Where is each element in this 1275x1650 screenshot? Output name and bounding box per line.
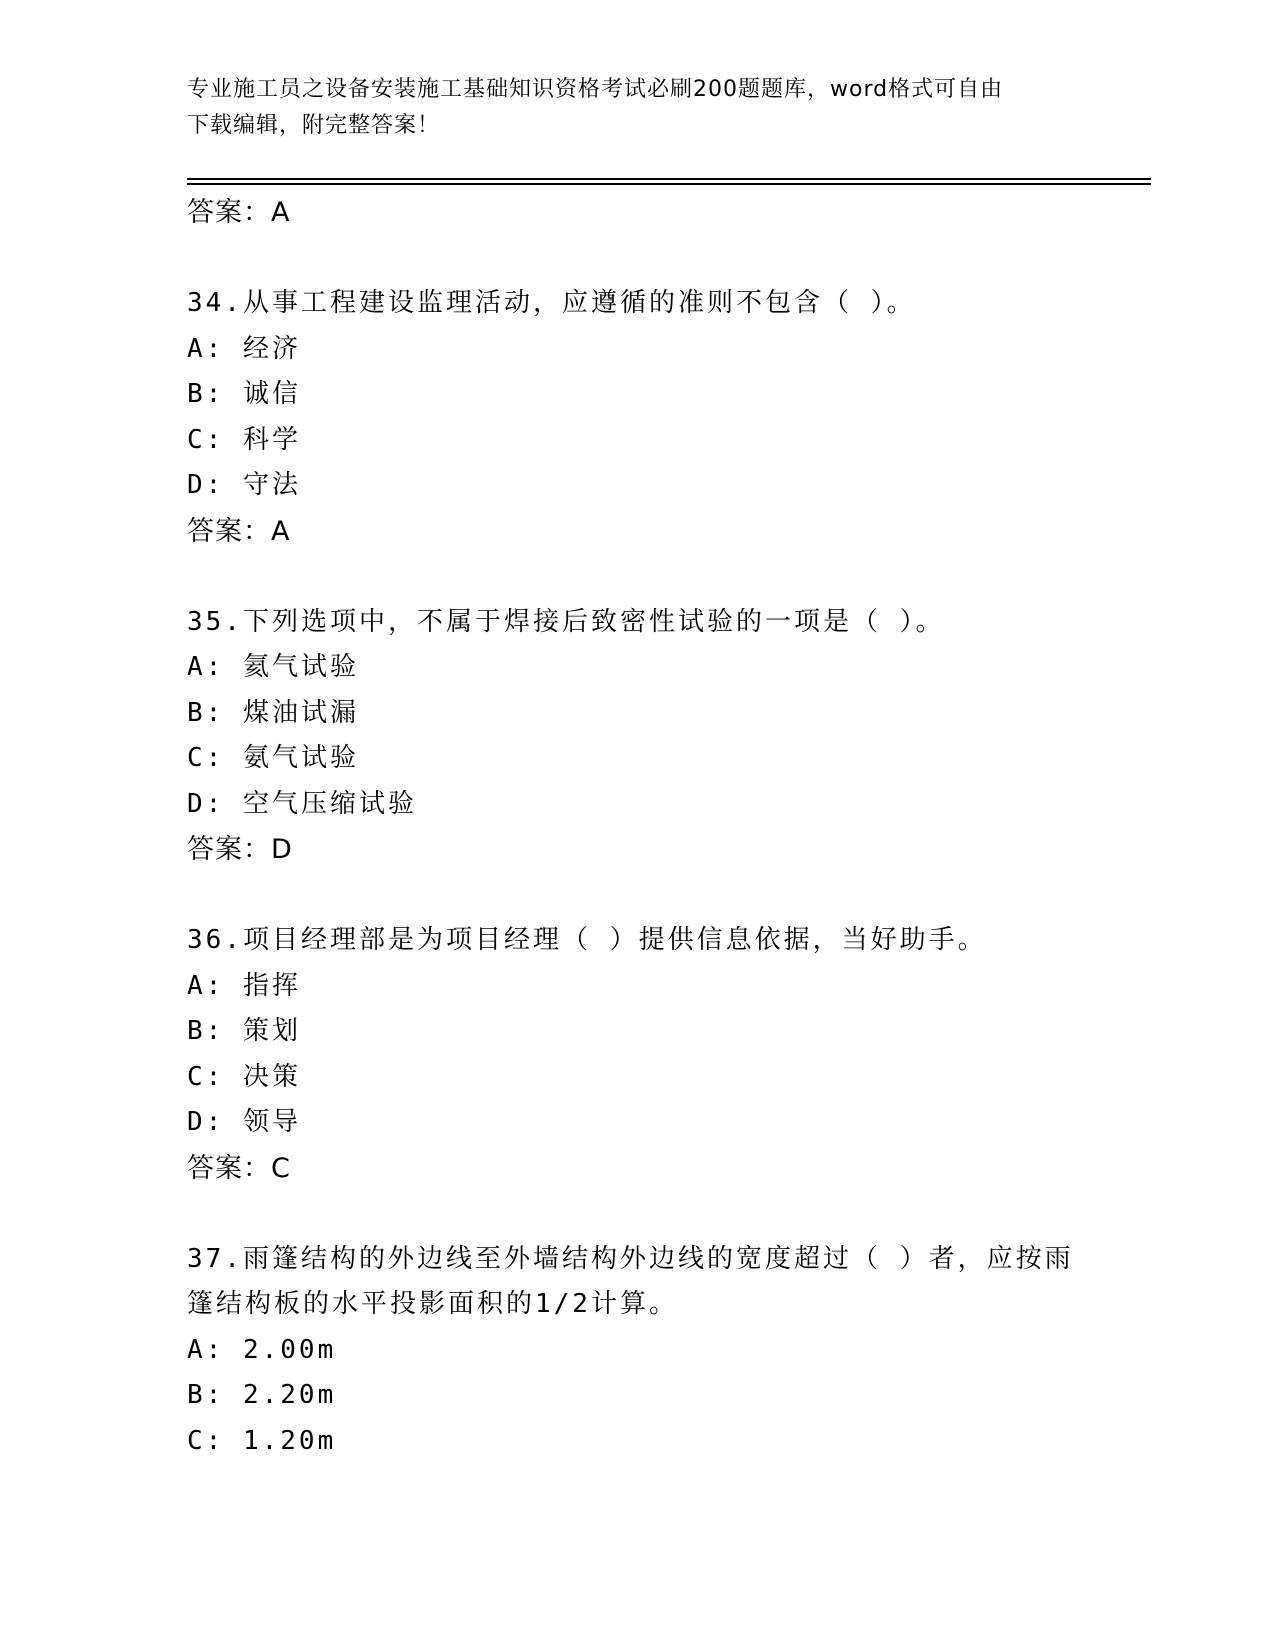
question-34-option-b: B: 诚信 bbox=[187, 379, 301, 409]
header-line-1: 专业施工员之设备安装施工基础知识资格考试必刷200题题库，word格式可自由 bbox=[187, 77, 1004, 102]
question-35-option-a: A: 氦气试验 bbox=[187, 652, 359, 682]
question-36-option-d: D: 领导 bbox=[187, 1107, 301, 1137]
question-list bbox=[187, 190, 1107, 1464]
question-35-option-b: B: 煤油试漏 bbox=[187, 697, 359, 728]
question-37-text-line-1: 37.雨篷结构的外边线至外墙结构外边线的宽度超过（ ）者，应按雨 bbox=[187, 1243, 1074, 1274]
question-34-answer: 答案：A bbox=[187, 515, 291, 547]
answer-line-prev: 答案：A bbox=[187, 197, 291, 228]
question-34-option-d: D: 守法 bbox=[187, 470, 301, 500]
question-37-option-a: A: 2.00m bbox=[187, 1334, 337, 1365]
question-37-option-c: C: 1.20m bbox=[187, 1425, 337, 1456]
document-header bbox=[187, 72, 1067, 144]
question-37-text-line-2: 篷结构板的水平投影面积的1/2计算。 bbox=[187, 1289, 678, 1319]
header-rule-bottom bbox=[187, 183, 1151, 185]
question-35-option-c: C: 氨气试验 bbox=[187, 743, 359, 773]
question-35-text: 35.下列选项中，不属于焊接后致密性试验的一项是（ ）。 bbox=[187, 606, 945, 637]
spacer bbox=[187, 554, 1107, 600]
question-36-option-b: B: 策划 bbox=[187, 1016, 301, 1046]
question-34-option-a: A: 经济 bbox=[187, 333, 301, 364]
spacer bbox=[187, 873, 1107, 919]
question-35-option-d: D: 空气压缩试验 bbox=[187, 788, 417, 819]
question-36-option-c: C: 决策 bbox=[187, 1061, 301, 1092]
header-line-2: 下载编辑，附完整答案！ bbox=[187, 113, 441, 138]
spacer bbox=[187, 1191, 1107, 1237]
question-37-option-b: B: 2.20m bbox=[187, 1380, 337, 1410]
question-35-answer: 答案：D bbox=[187, 834, 293, 865]
question-36-answer: 答案：C bbox=[187, 1152, 291, 1184]
question-36-option-a: A: 指挥 bbox=[187, 970, 301, 1001]
question-34-text: 34.从事工程建设监理活动，应遵循的准则不包含（ ）。 bbox=[187, 288, 916, 318]
question-34-option-c: C: 科学 bbox=[187, 424, 301, 455]
question-36-text: 36.项目经理部是为项目经理（ ）提供信息依据，当好助手。 bbox=[187, 925, 987, 955]
spacer bbox=[187, 236, 1107, 282]
header-rule-top bbox=[187, 178, 1151, 180]
